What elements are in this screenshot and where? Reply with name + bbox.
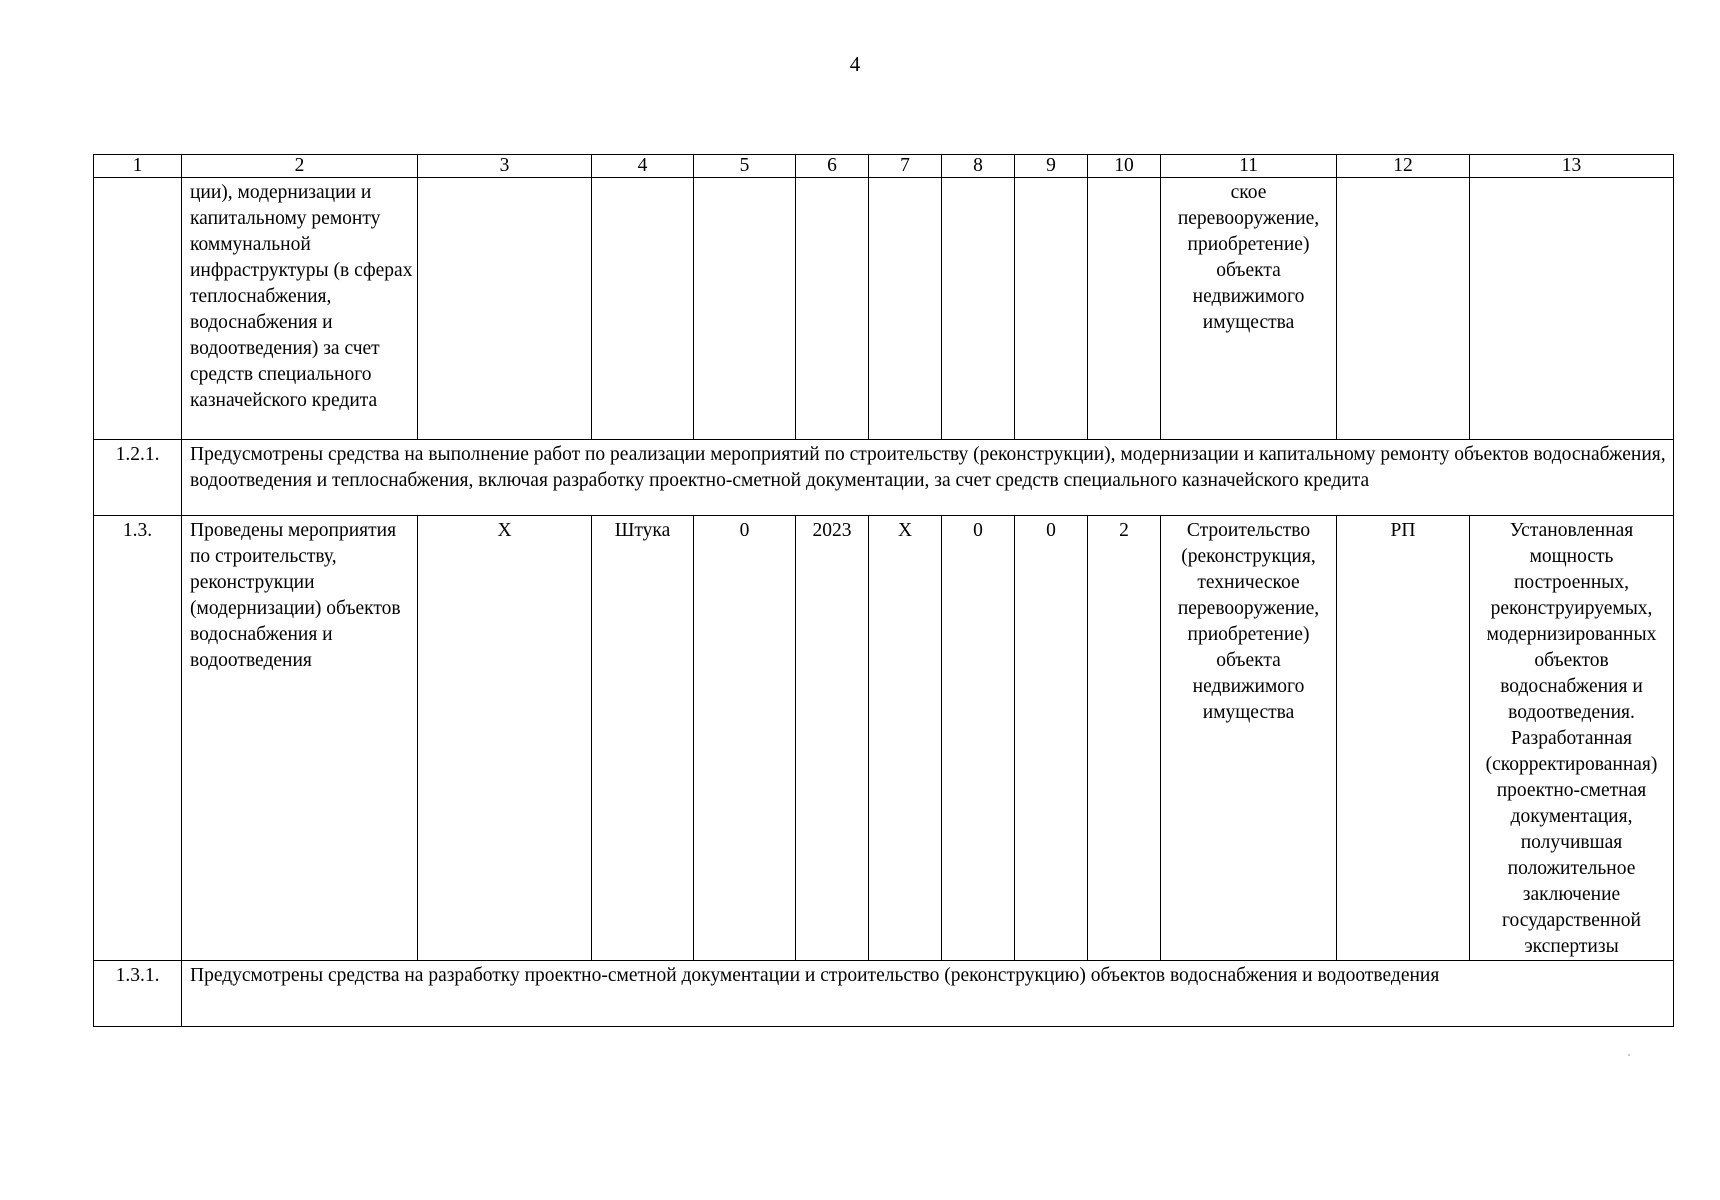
table-cell <box>869 178 942 440</box>
column-header: 6 <box>796 155 869 178</box>
measure-name-cell: ции), модернизации и капитальному ремонту коммунальной инфраструктуры (в сферах теплоснабжения, водоснабжения и водоотведения) за счет средств специального казначейского кредита <box>182 178 418 440</box>
table-cell <box>1015 178 1088 440</box>
measure-type-cell: ское перевооружение, приобретение) объекта недвижимого имущества <box>1161 178 1337 440</box>
note-row <box>94 961 1674 1027</box>
column-header: 11 <box>1161 155 1337 178</box>
scan-speck <box>1628 1054 1630 1056</box>
column-header: 4 <box>592 155 694 178</box>
note-row <box>94 440 1674 516</box>
table-cell: X <box>418 516 592 961</box>
measure-row <box>94 516 1674 961</box>
row-number: 1.2.1. <box>94 440 182 516</box>
year-cell: 2023 <box>796 516 869 961</box>
column-header: 7 <box>869 155 942 178</box>
table-cell <box>942 178 1015 440</box>
table-cell: 2 <box>1088 516 1161 961</box>
measure-name-cell: Проведены мероприятия по строительству, реконструкции (модернизации) объектов водоснабжения и водоотведения <box>182 516 418 961</box>
column-header: 10 <box>1088 155 1161 178</box>
table-cell <box>592 178 694 440</box>
table-cell <box>1088 178 1161 440</box>
table-cell <box>694 178 796 440</box>
row-number: 1.3.1. <box>94 961 182 1027</box>
column-header: 13 <box>1470 155 1674 178</box>
column-header: 9 <box>1015 155 1088 178</box>
unit-cell: Штука <box>592 516 694 961</box>
table-cell <box>1470 178 1674 440</box>
table-cell: 0 <box>1015 516 1088 961</box>
table-cell: 0 <box>694 516 796 961</box>
column-number-row <box>94 155 1674 178</box>
column-header: 5 <box>694 155 796 178</box>
note-text: Предусмотрены средства на разработку проектно-сметной документации и строительство (реконструкцию) объектов водоснабжения и водоотведения <box>182 961 1674 1027</box>
table-cell: X <box>869 516 942 961</box>
table-cell <box>418 178 592 440</box>
table-cell <box>94 178 182 440</box>
column-header: 2 <box>182 155 418 178</box>
row-number: 1.3. <box>94 516 182 961</box>
column-header: 8 <box>942 155 1015 178</box>
column-header: 1 <box>94 155 182 178</box>
responsible-cell: РП <box>1337 516 1470 961</box>
table-cell <box>1337 178 1470 440</box>
column-header: 3 <box>418 155 592 178</box>
table-cell: 0 <box>942 516 1015 961</box>
table-cell <box>796 178 869 440</box>
note-text: Предусмотрены средства на выполнение работ по реализации мероприятий по строительству (реконструкции), модернизации и капитальному ремонту объектов водоснабжения, водоотведения и теплоснабжения, включая разработку проектно-сметной документации, за счет средств специального казначейского кредита <box>182 440 1674 516</box>
measure-type-cell: Строительство (реконструкция, техническое перевооружение, приобретение) объекта недвижимого имущества <box>1161 516 1337 961</box>
column-header: 12 <box>1337 155 1470 178</box>
continuation-row <box>94 178 1674 440</box>
page-number: 4 <box>849 52 861 76</box>
result-description-cell: Установленная мощность построенных, реконструируемых, модернизированных объектов водоснабжения и водоотведения. Разработанная (скорректированная) проектно-сметная документация, получившая положительное заключение государственной экспертизы <box>1470 516 1674 961</box>
measures-table <box>93 154 1674 1027</box>
